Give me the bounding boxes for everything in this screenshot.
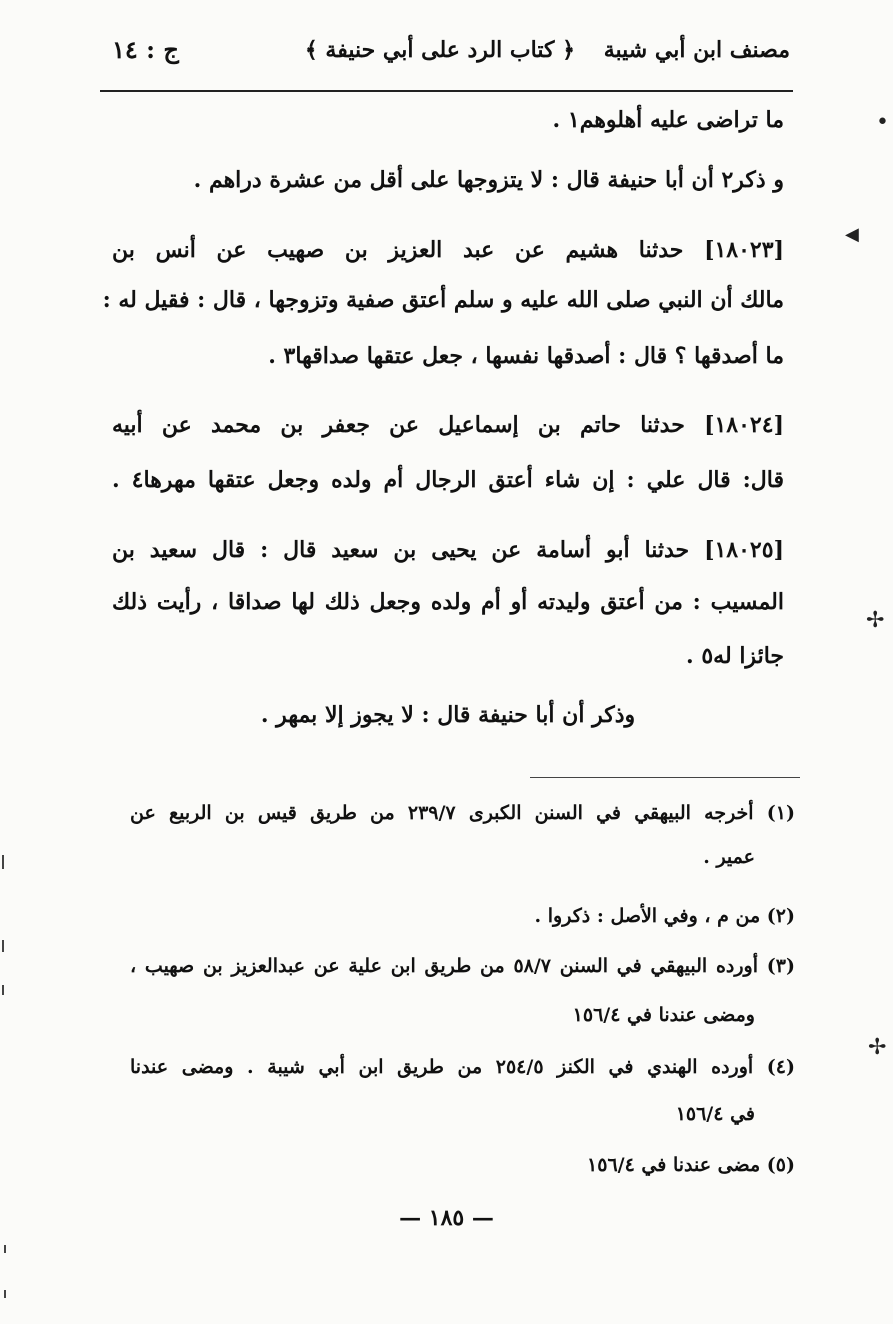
book-title: مصنف ابن أبي شيبة [603, 37, 790, 63]
hadith-18024-line-1 [112, 405, 784, 445]
footnote-4-line-1: (٤) أورده الهندي في الكنز ٢٥٤/٥ من طريق ابن أبي شيبة . ومضى عندنا [130, 1056, 795, 1078]
footnote-1-line-2: عمير . [703, 846, 755, 868]
hadith-18025-line-1 [112, 530, 784, 570]
text-line: و ذكر٢ أن أبا حنيفة قال : لا يتزوجها على أقل من عشرة دراهم . [193, 167, 784, 193]
edge-mark [4, 1290, 6, 1298]
hadith-18025-line-2: المسيب : من أعتق وليدته أو أم ولده وجعل ذلك لها صداقا ، رأيت ذلك [112, 589, 784, 615]
closing-statement: وذكر أن أبا حنيفة قال : لا يجوز إلا بمهر . [260, 702, 636, 728]
main-text [102, 100, 784, 740]
hadith-18023-line-1 [112, 230, 784, 270]
hadith-text: حدثنا هشيم عن عبد العزيز بن صهيب عن أنس بن [112, 237, 684, 263]
header-rule [100, 90, 793, 92]
hadith-text: حدثنا حاتم بن إسماعيل عن جعفر بن محمد عن أبيه [112, 412, 685, 438]
page-number: — ١٨٥ — [399, 1205, 494, 1231]
edge-mark [2, 855, 4, 869]
running-header [100, 30, 790, 88]
margin-dot-mark: • [876, 110, 889, 135]
edge-mark [2, 985, 4, 995]
edge-mark [2, 940, 4, 952]
hadith-number: [١٨٠٢٥] [704, 537, 784, 563]
margin-pointer-mark: ◀ [845, 224, 859, 245]
hadith-text: حدثنا أبو أسامة عن يحيى بن سعيد قال : قال سعيد بن [112, 537, 690, 563]
footnote-1-line-1: (١) أخرجه البيهقي في السنن الكبرى ٢٣٩/٧ من طريق قيس بن الربيع عن [130, 802, 795, 824]
chapter-title: ﴿ كتاب الرد على أبي حنيفة ﴾ [304, 37, 575, 63]
footnote-5: (٥) مضى عندنا في ١٥٦/٤ [587, 1154, 795, 1176]
margin-star-mark: ✢ [866, 608, 885, 633]
hadith-18024-line-2: قال: قال علي : إن شاء أعتق الرجال أم ولده وجعل عتقها مهرها٤ . [112, 467, 784, 493]
hadith-18023-line-3: ما أصدقها ؟ قال : أصدقها نفسها ، جعل عتقها صداقها٣ . [268, 343, 784, 369]
hadith-number: [١٨٠٢٣] [704, 237, 784, 263]
volume-number: ج : ١٤ [112, 35, 179, 64]
edge-mark [4, 1245, 6, 1253]
footnotes [130, 795, 795, 1195]
footnote-2: (٢) من م ، وفي الأصل : ذكروا . [534, 905, 795, 927]
margin-star-mark: ✢ [868, 1035, 887, 1060]
footnote-3-line-1: (٣) أورده البيهقي في السنن ٥٨/٧ من طريق ابن علية عن عبدالعزيز بن صهيب ، [130, 955, 795, 977]
footnote-rule [530, 777, 800, 778]
footnote-4-line-2: في ١٥٦/٤ [675, 1103, 755, 1125]
hadith-18025-line-3: جائزا له٥ . [686, 643, 784, 669]
hadith-number: [١٨٠٢٤] [704, 412, 784, 438]
hadith-18023-line-2: مالك أن النبي صلى الله عليه و سلم أعتق صفية وتزوجها ، قال : فقيل له : [102, 287, 784, 313]
footnote-3-line-2: ومضى عندنا في ١٥٦/٤ [572, 1004, 755, 1026]
text-line: ما تراضى عليه أهلوهم١ . [552, 107, 784, 133]
